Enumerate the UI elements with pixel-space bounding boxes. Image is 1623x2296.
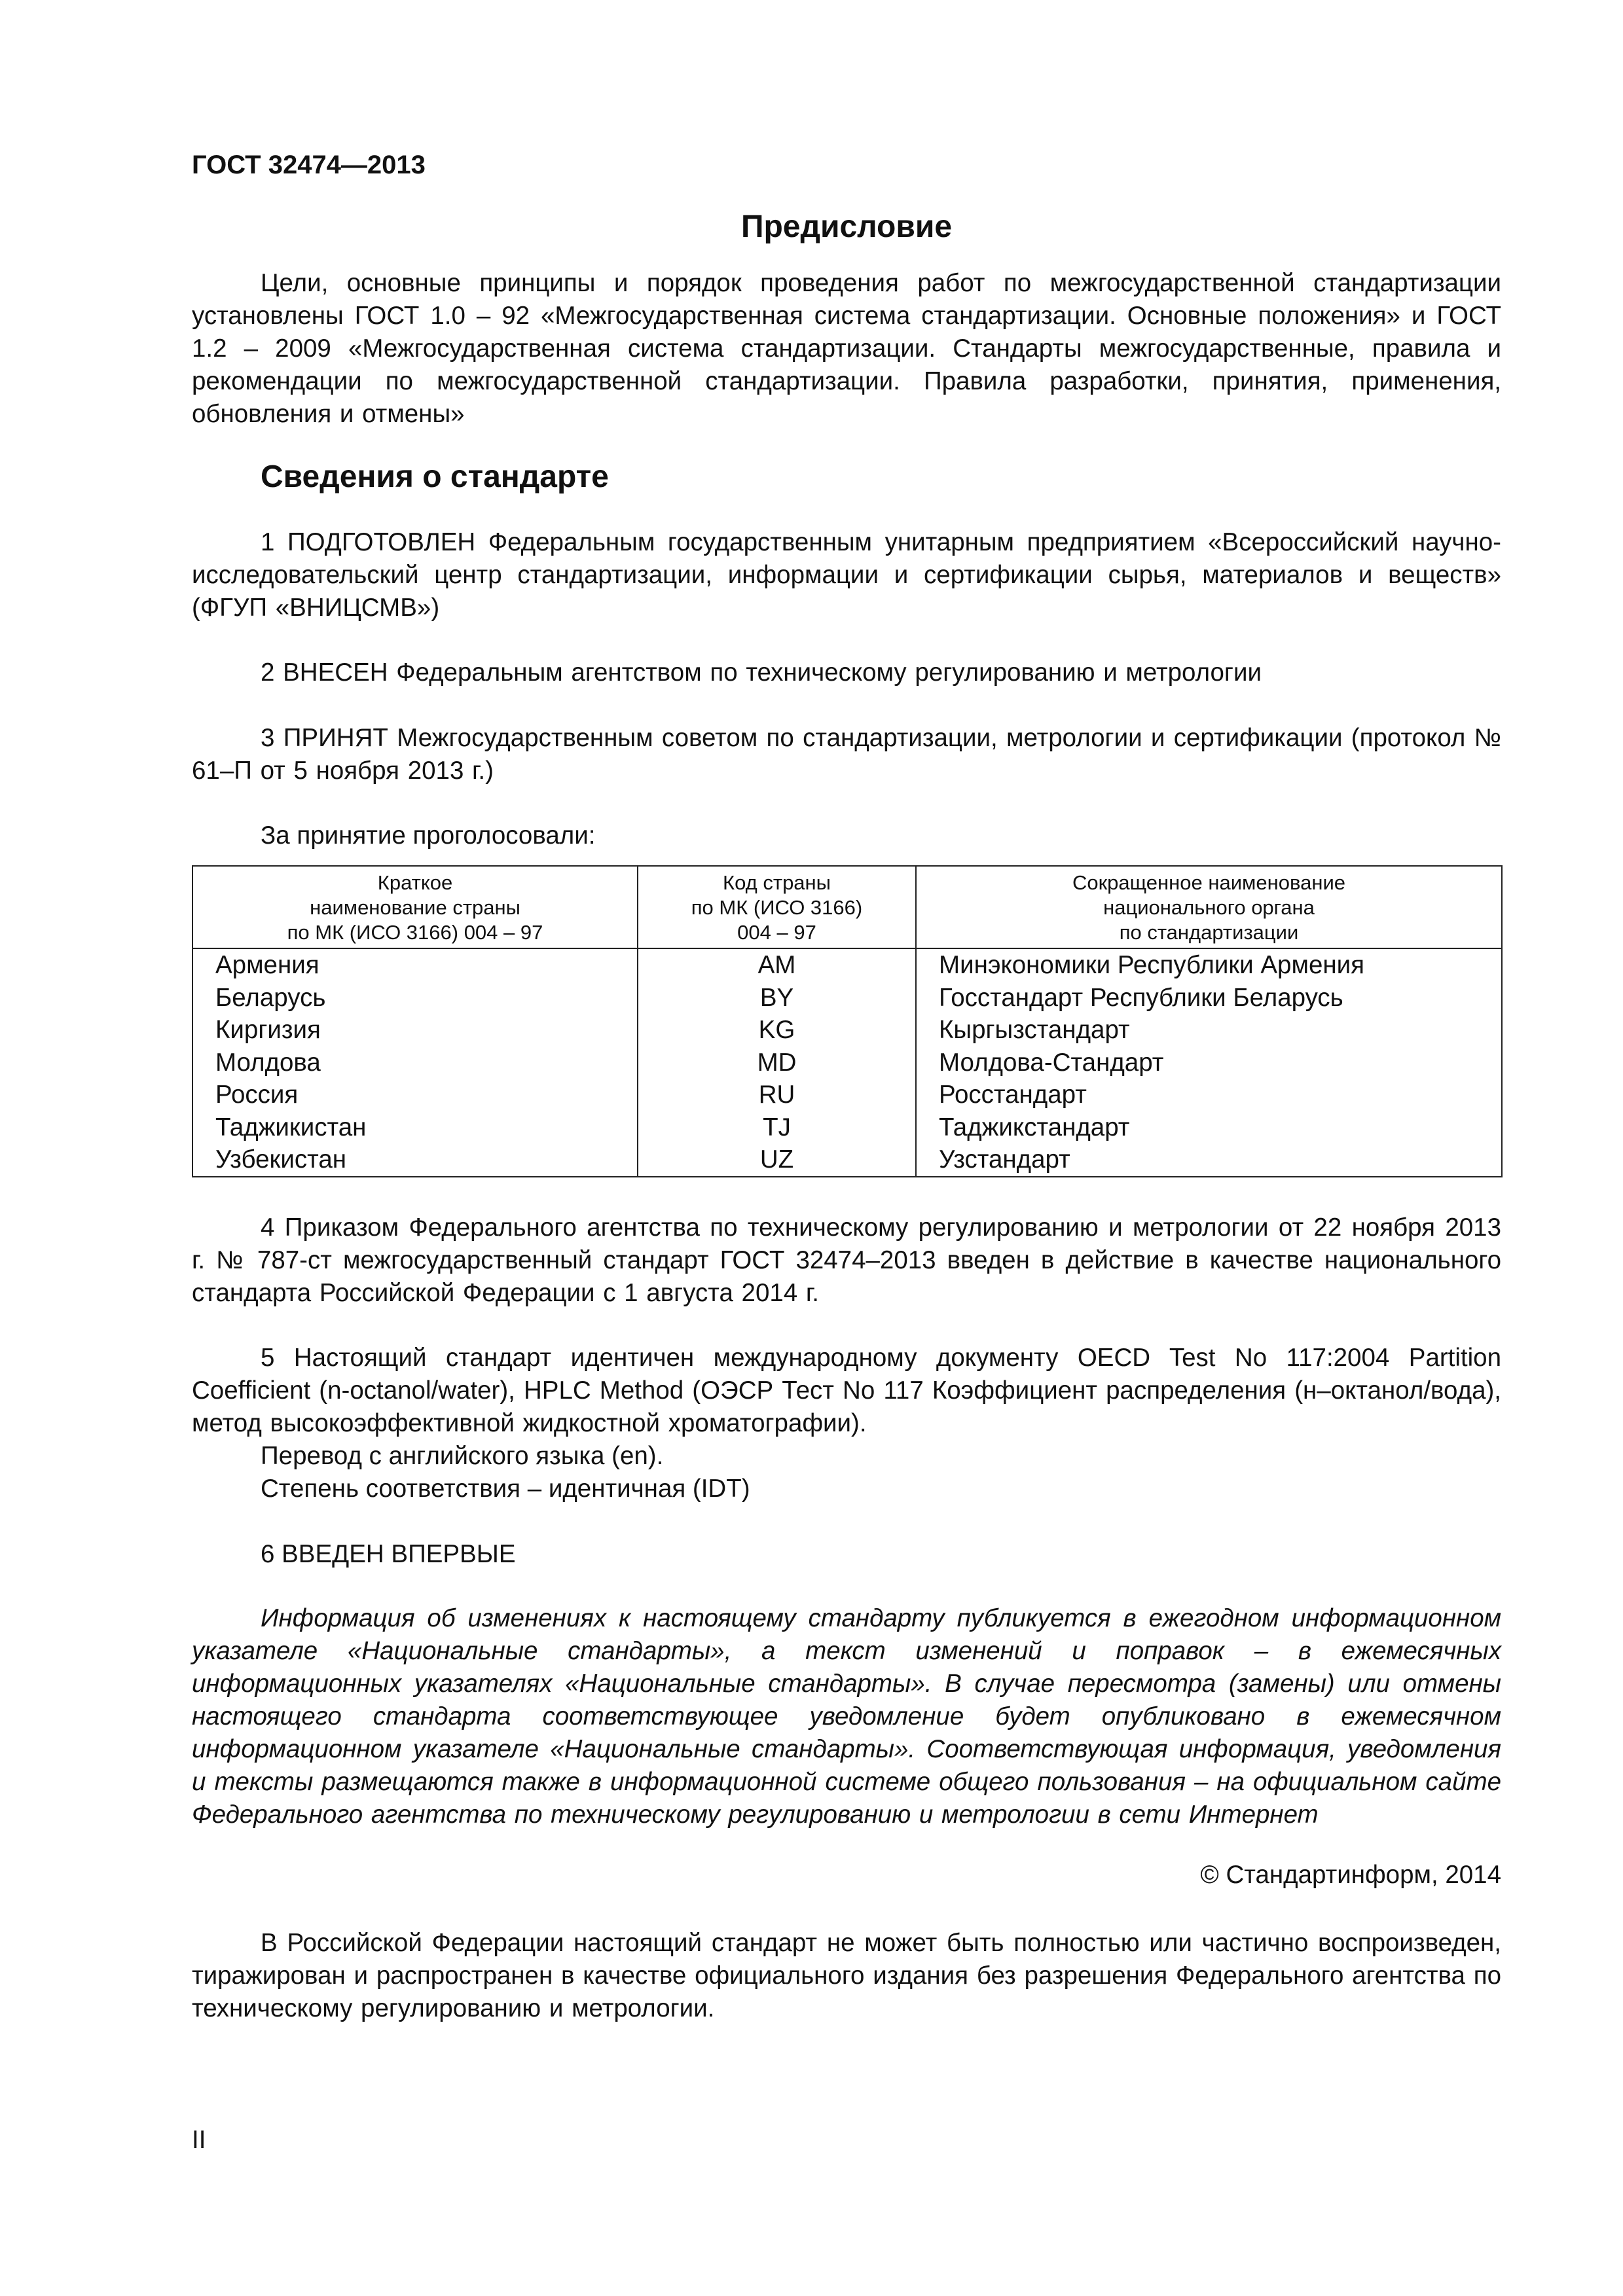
header-national-body: Сокращенное наименование национального органа по стандартизации xyxy=(916,866,1502,948)
page-number: II xyxy=(192,2126,206,2154)
foreword-title: Предисловие xyxy=(740,209,953,244)
country-name: Таджикистан xyxy=(192,1111,638,1144)
country-name: Молдова xyxy=(192,1047,638,1079)
national-body: Росстандарт xyxy=(916,1079,1502,1111)
table-row xyxy=(192,1143,1502,1177)
table-row xyxy=(192,948,1502,982)
document-header: ГОСТ 32474—2013 xyxy=(192,151,426,179)
voted-label: За принятие проголосовали: xyxy=(261,821,596,850)
standard-info-title: Сведения о стандарте xyxy=(261,459,609,494)
translation-note: Перевод с английского языка (en). xyxy=(261,1442,664,1470)
changes-info-paragraph: Информация об изменениях к настоящему стандарту публикуется в ежегодном информационном указателе «Национальные стандарты», а текст изменений и поправок – в ежемесячных информационных указателях «Национальные стандарты». В случае пересмотра (замены) или отмены настоящего стандарта соответствующее уведомление будет опубликовано в ежемесячном информационном указателе «Национальные стандарты». Соответствующая информация, уведомления и тексты размещаются также в информационной системе общего пользования – на официальном сайте Федерального агентства по техническому регулированию и метрологии в сети Интернет xyxy=(192,1604,1501,1829)
info-item-2: 2 ВНЕСЕН Федеральным агентством по техническому регулированию и метрологии xyxy=(261,658,1262,687)
foreword-paragraph: Цели, основные принципы и порядок проведения работ по межгосударственной стандартизации установлены ГОСТ 1.0 – 92 «Межгосударственная система стандартизации. Основные положения» и ГОСТ 1.2 – 2009 «Межгосударственная система стандартизации. Стандарты межгосударственные, правила и рекомендации по межгосударственной стандартизации. Правила разработки, принятия, применения, обновления и отмены» xyxy=(192,269,1501,428)
table-row xyxy=(192,982,1502,1014)
header-country: Краткое наименование страны по МК (ИСО 3166) 004 – 97 xyxy=(192,866,638,948)
country-code: KG xyxy=(638,1014,916,1047)
conformity-note: Степень соответствия – идентичная (IDT) xyxy=(261,1475,750,1503)
country-code: AM xyxy=(638,948,916,982)
country-name: Россия xyxy=(192,1079,638,1111)
country-name: Армения xyxy=(192,948,638,982)
country-code: RU xyxy=(638,1079,916,1111)
info-item-5: 5 Настоящий стандарт идентичен международному документу OECD Test No 117:2004 Partition Coefficient (n-octanol/water), HPLC Method (ОЭСР Тест No 117 Коэффициент распределения (н–октанол/вода), метод высокоэффективной жидкостной хроматографии). xyxy=(192,1344,1501,1437)
info-item-6: 6 ВВЕДЕН ВПЕРВЫЕ xyxy=(261,1540,516,1568)
table-row xyxy=(192,1047,1502,1079)
national-body: Кыргызстандарт xyxy=(916,1014,1502,1047)
national-body: Минэкономики Республики Армения xyxy=(916,948,1502,982)
national-body: Узстандарт xyxy=(916,1143,1502,1177)
table-header-row xyxy=(192,866,1502,948)
table-row xyxy=(192,1079,1502,1111)
table-row xyxy=(192,1014,1502,1047)
info-item-3: 3 ПРИНЯТ Межгосударственным советом по стандартизации, метрологии и сертификации (протокол № 61–П от 5 ноября 2013 г.) xyxy=(192,724,1501,785)
voting-table xyxy=(192,865,1503,1177)
country-code: UZ xyxy=(638,1143,916,1177)
national-body: Госстандарт Республики Беларусь xyxy=(916,982,1502,1014)
info-item-4: 4 Приказом Федерального агентства по техническому регулированию и метрологии от 22 ноября 2013 г. № 787-ст межгосударственный стандарт ГОСТ 32474–2013 введен в действие в качестве национального стандарта Российской Федерации с 1 августа 2014 г. xyxy=(192,1213,1501,1307)
reproduction-notice: В Российской Федерации настоящий стандарт не может быть полностью или частично воспроизведен, тиражирован и распространен в качестве официального издания без разрешения Федерального агентства по техническому регулированию и метрологии. xyxy=(192,1929,1501,2022)
copyright-line: © Стандартинформ, 2014 xyxy=(1200,1861,1501,1889)
country-name: Узбекистан xyxy=(192,1143,638,1177)
table-row xyxy=(192,1111,1502,1144)
national-body: Таджикстандарт xyxy=(916,1111,1502,1144)
country-code: BY xyxy=(638,982,916,1014)
national-body: Молдова-Стандарт xyxy=(916,1047,1502,1079)
header-country-code: Код страны по МК (ИСО 3166) 004 – 97 xyxy=(638,866,916,948)
info-item-1: 1 ПОДГОТОВЛЕН Федеральным государственным унитарным предприятием «Всероссийский научно-исследовательский центр стандартизации, информации и сертификации сырья, материалов и веществ» (ФГУП «ВНИЦСМВ») xyxy=(192,528,1501,622)
country-name: Беларусь xyxy=(192,982,638,1014)
country-code: TJ xyxy=(638,1111,916,1144)
country-name: Киргизия xyxy=(192,1014,638,1047)
country-code: MD xyxy=(638,1047,916,1079)
